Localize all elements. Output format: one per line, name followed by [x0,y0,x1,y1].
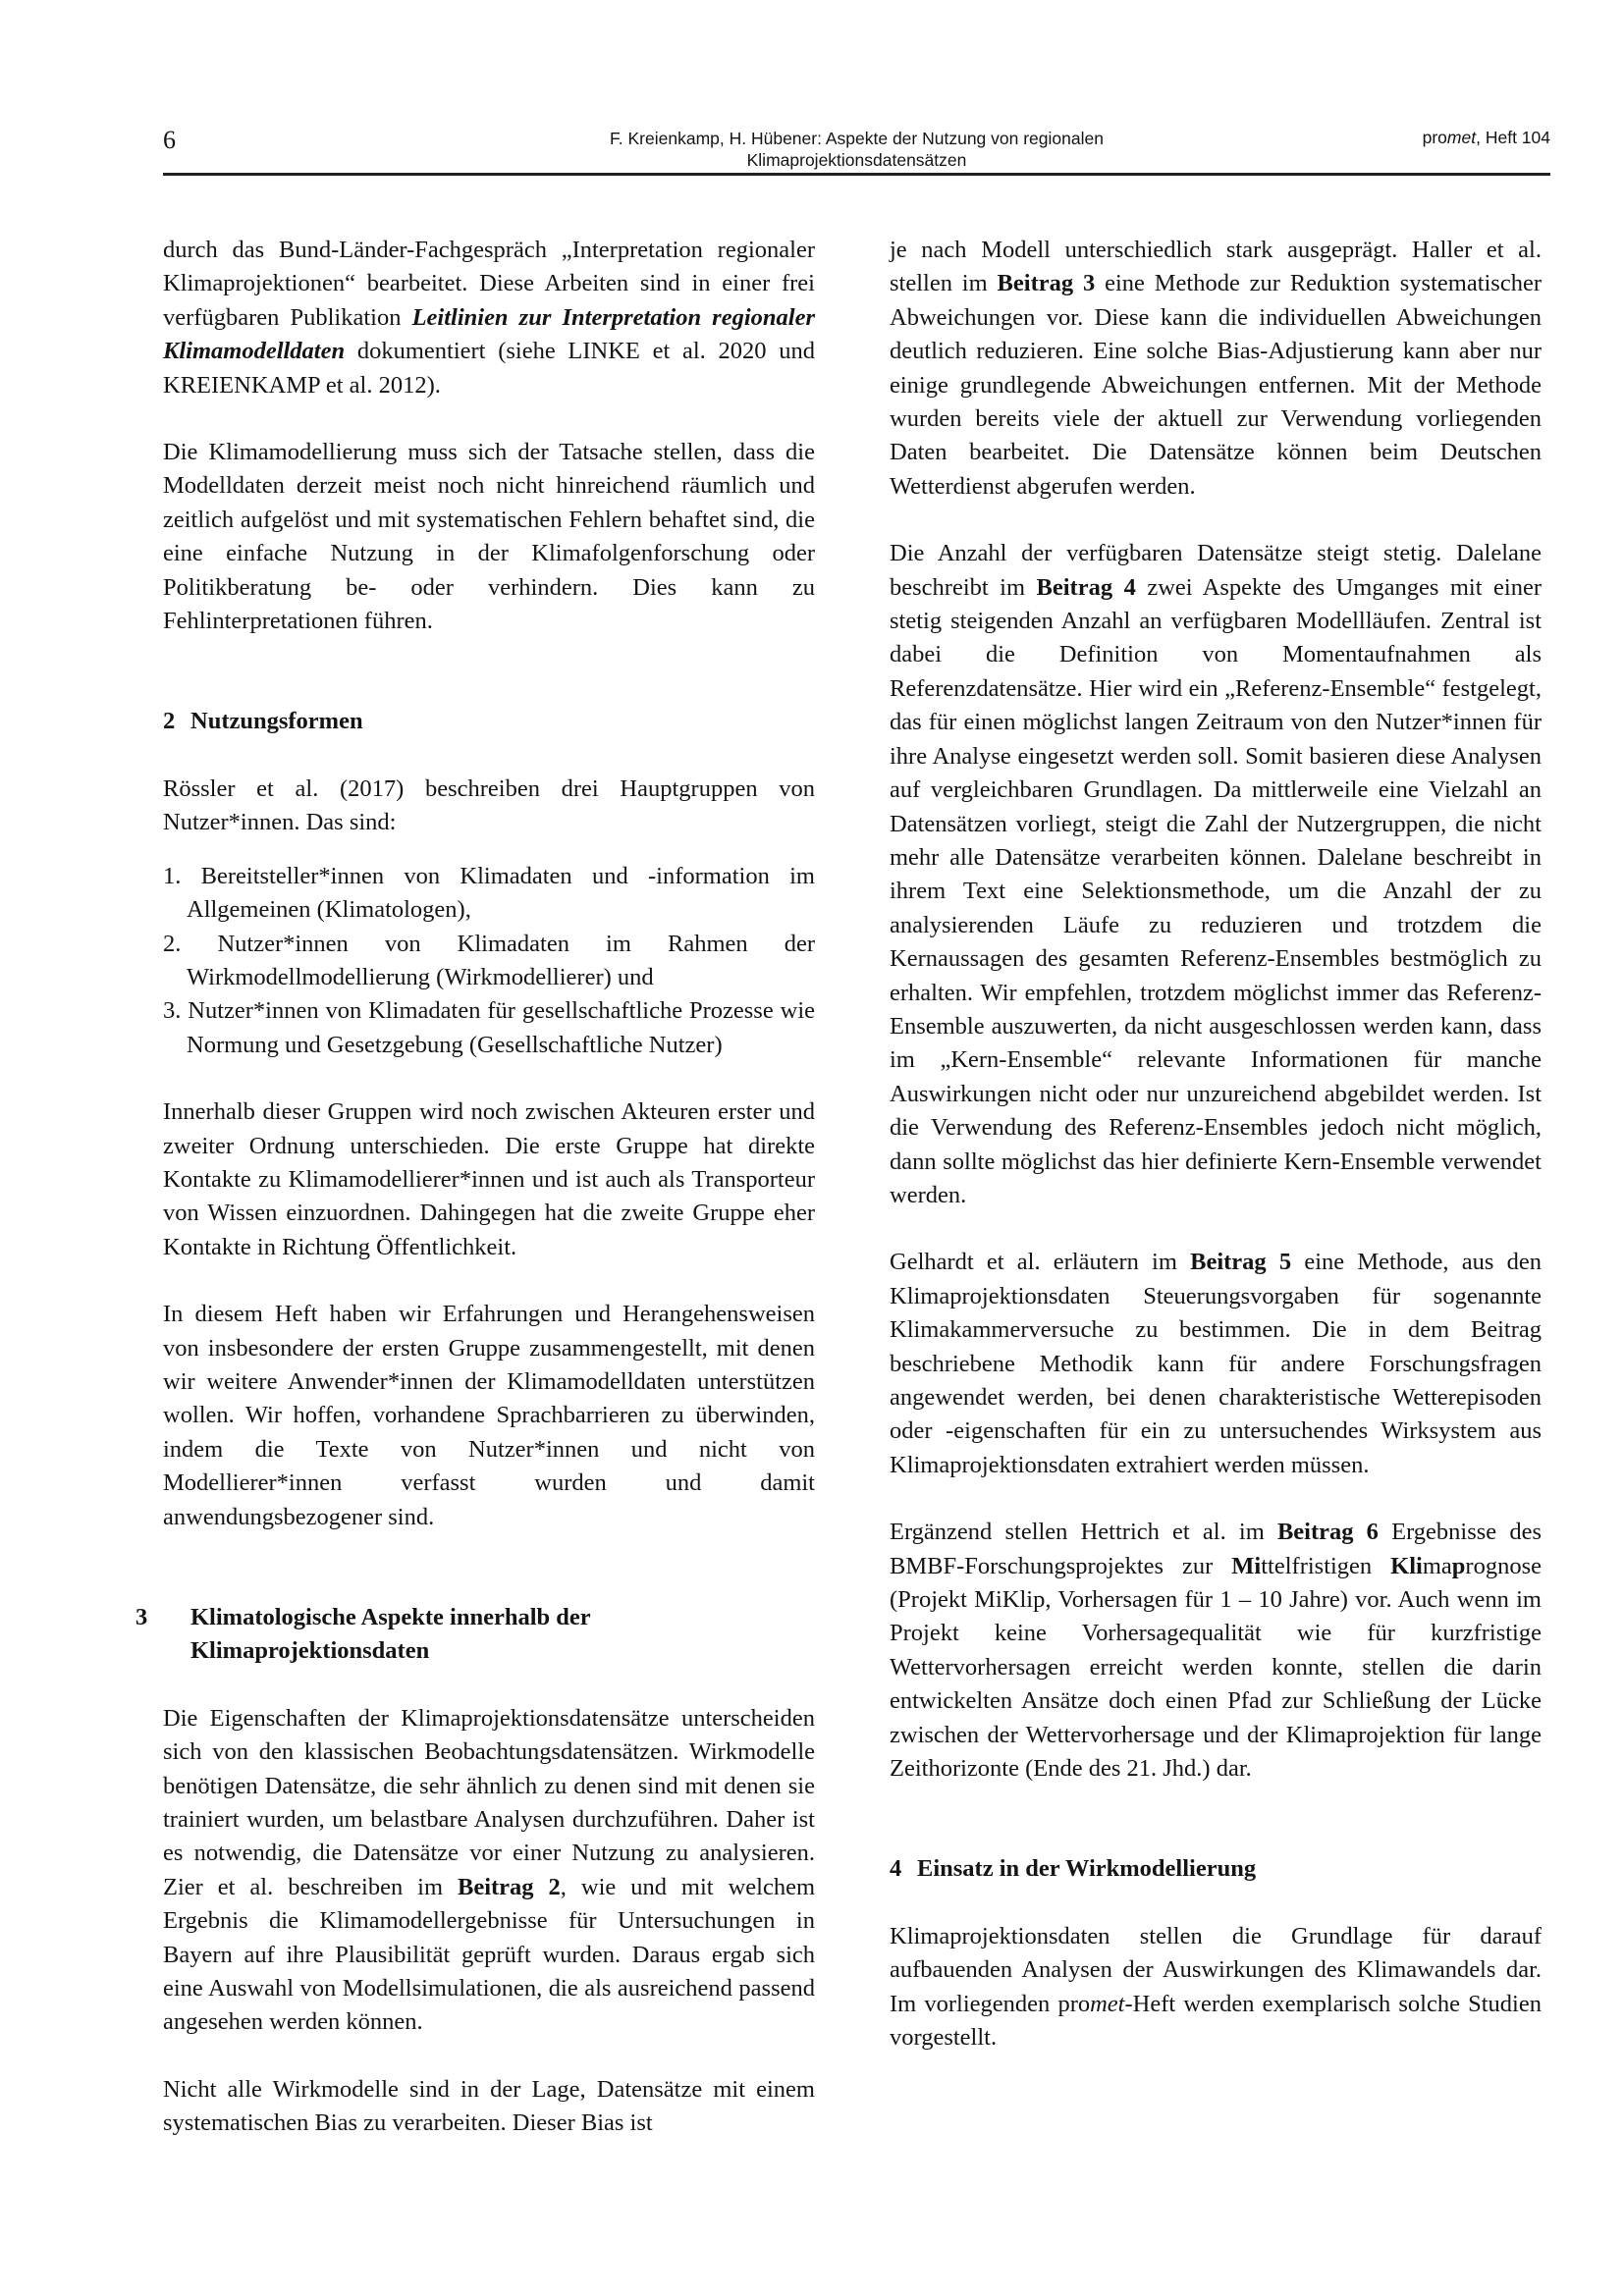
page-number: 6 [163,126,176,154]
paragraph [890,234,1542,504]
section-heading-4 [890,1852,1542,1886]
section-number: 2 [163,708,176,735]
paragraph [890,1920,1542,2056]
section-number: 3 [135,1604,148,1630]
text: Die Anzahl der verfügbaren Datensätze steigt stetig. Dalelane beschreibt im [890,540,1542,601]
list-item: 3. Nutzer*innen von Klimadaten für gesellschaftliche Prozesse wie Normung und Gesetzgebung (Gesellschaftliche Nutzer) [163,997,815,1058]
user-group-list [163,860,815,1062]
text: , wie und mit welchem Ergebnis die Klimamodellergebnisse für Untersuchungen in Bayern auf ihre Plausibilität geprüft wurden. Daraus ergab sich eine Auswahl von Modellsimulationen, die als ausreichend passend angesehen werden können. [163,1873,815,2036]
article-reference: Beitrag 4 [1036,573,1136,601]
acronym-letters: Kli [1390,1552,1423,1579]
article-reference: Beitrag 6 [1276,1519,1379,1546]
journal-issue [1423,128,1550,148]
text: Die Eigenschaften der Klimaprojektionsdatensätze unterscheiden sich von den klassischen Beobachtungsdatensätzen. Wirkmodelle benötigen Datensätze, die sehr ähnlich zu denen sind mit denen sie trainiert wurden, um belastbare Analysen durchzuführen. Daher ist es notwendig, die Datensätze vor einer Nutzung zu analysieren. Zier et al. beschreiben im [163,1704,815,1900]
paragraph [890,537,1542,1212]
list-item: 1. Bereitsteller*innen von Klimadaten und -information im Allgemeinen (Klimatologen), [163,862,815,924]
page-header [163,124,1550,176]
paragraph: Nicht alle Wirkmodelle sind in der Lage, Datensätze mit einem systematischen Bias zu verarbeiten. Dieser Bias ist [163,2075,815,2137]
acronym-letters: p [1451,1552,1466,1579]
running-title [487,128,1226,171]
section-title: Einsatz in der Wirkmodellierung [917,1855,1257,1883]
text: eine Methode zur Reduktion systematischer Abweichungen vor. Diese kann die individuellen Abweichungen deutlich reduzieren. Eine solche Bias-Adjustierung kann aber nur einige grundlegende Abweichungen entfernen. Mit der Methode wurden bereits viele der aktuell zur Verwendung vorliegenden Daten bearbeitet. Die Datensätze können beim Deutschen Wetterdienst abgerufen werden. [890,270,1542,500]
journal-name-italic: met [1090,1990,1125,2017]
paragraph: Rössler et al. (2017) beschreiben drei Hauptgruppen von Nutzer*innen. Das sind: [163,774,815,836]
text: ttelfristigen [1261,1552,1391,1579]
paragraph [890,1516,1542,1786]
article-reference: Beitrag 5 [1190,1249,1292,1276]
paragraph: Die Klimamodellierung muss sich der Tatsache stellen, dass die Modelldaten derzeit meist noch nicht hinreichend räumlich und zeitlich aufgelöst und mit systematischen Fehlern behaftet sind, die eine einfache Nutzung in der Klimafolgenforschung oder Politikberatung be- oder verhindern. Dies kann zu Fehlinterpretationen führen. [163,439,815,635]
journal-name-pre: pro [1057,1990,1091,2017]
article-reference: Beitrag 3 [997,270,1096,297]
journal-name-pre: pro [1422,128,1447,147]
text: ma [1422,1552,1452,1579]
journal-issue-number: , Heft 104 [1476,128,1550,147]
text: durch das Bund-Länder-Fachgespräch „Interpretation regionaler Klimaprojektionen“ bearbeitet. Diese Arbeiten sind in einer frei verfügbaren Publikation [163,237,815,331]
paragraph [163,1702,815,2040]
section-title: Klimatologische Aspekte innerhalb der Klimaprojektionsdaten [190,1604,591,1665]
paragraph: Innerhalb dieser Gruppen wird noch zwischen Akteuren erster und zweiter Ordnung unterschieden. Die erste Gruppe hat direkte Kontakte zu Klimamodellierer*innen und ist auch als Transporteur von Wissen einzuordnen. Dahingegen hat die zweite Gruppe eher Kontakte in Richtung Öffentlichkeit. [163,1098,815,1260]
paragraph [163,234,815,402]
section-number: 4 [890,1855,902,1883]
paragraph: In diesem Heft haben wir Erfahrungen und Herangehensweisen von insbesondere der ersten Gruppe zusammengestellt, mit denen wir weitere Anwender*innen der Klimamodelldaten unterstützen wollen. Wir hoffen, vorhandene Sprachbarrieren zu überwinden, indem die Texte von Nutzer*innen und nicht von Modellierer*innen verfasst wurden und damit anwendungsbezogener sind. [163,1301,815,1530]
text: zwei Aspekte des Umganges mit einer stetig steigenden Anzahl an verfügbaren Modellläufen. Zentral ist dabei die Definition von Momentaufnahmen als Referenzdatensätze. Hier wird ein „Referenz-Ensemble“ festgelegt, das für einen möglichst langen Zeitraum von den Nutzer*innen für ihre Analyse eingesetzt werden soll. Somit basieren diese Analysen auf vergleichbaren Grundlagen. Da mittlerweile eine Vielzahl an Datensätzen vorliegt, steigt die Zahl der Nutzergruppen, die nicht mehr alle Datensätze verarbeiten können. Dalelane beschreibt in ihrem Text eine Selektionsmethode, um die Anzahl der zu analysierenden Läufe zu reduzieren und trotzdem die Kernaussagen des gesamten Referenz-Ensembles bestmöglich zu erhalten. Wir empfehlen, trotzdem möglichst immer das Referenz-Ensemble auszuwerten, da nicht ausgeschlossen werden kann, dass im „Kern-Ensemble“ relevante Informationen für manche Auswirkungen nicht oder nur unzureichend abgebildet werden. Ist die Verwendung des Referenz-Ensembles jedoch nicht möglich, dann sollte möglichst das hier definierte Kern-Ensemble verwendet werden. [890,573,1543,1208]
journal-name-italic: met [1446,128,1477,147]
running-title-line2: Klimaprojektionsdatensätzen [746,150,967,170]
text: Ergänzend stellen Hettrich et al. im [890,1519,1277,1546]
text: je nach Modell unterschiedlich stark ausgeprägt. Haller et al. stellen im [890,237,1542,297]
text: -Heft werden exemplarisch solche Studien vorgestellt. [890,1990,1542,2052]
section-heading-3 [135,1601,815,1669]
right-column [890,234,1542,2056]
text: Gelhardt et al. erläutern im [890,1249,1191,1276]
section-heading-2 [163,705,815,738]
text: eine Methode, aus den Klimaprojektionsdaten Steuerungsvorgaben für sogenannte Klimakammerversuche zu bestimmen. Die in dem Beitrag beschriebene Methodik kann für andere Forschungsfragen angewendet werden, bei denen charakteristische Wetterepisoden oder -eigenschaften für ein zu untersuchendes Wirksystem aus Klimaprojektionsdaten extrahiert werden müssen. [890,1249,1542,1478]
running-title-line1: F. Kreienkamp, H. Hübener: Aspekte der Nutzung von regionalen [610,129,1104,148]
article-reference: Beitrag 2 [458,1873,561,1900]
left-column [135,234,815,2141]
acronym-letters: Mi [1231,1552,1262,1579]
list-item: 2. Nutzer*innen von Klimadaten im Rahmen der Wirkmodellmodellierung (Wirkmodellierer) und [163,930,815,990]
section-title: Nutzungsformen [190,708,363,735]
text: dokumentiert (siehe LINKE et al. 2020 und KREIENKAMP et al. 2012). [163,338,815,399]
paragraph [890,1246,1542,1482]
text: Ergebnisse des BMBF-Forschungsprojektes zur [890,1519,1542,1579]
text: rognose (Projekt MiKlip, Vorhersagen für 1 – 10 Jahre) vor. Auch wenn im Projekt keine Vorhersagequalität wie für kurzfristige Wettervorhersagen erreicht werden konnte, stellen die darin entwickelten Ansätze doch einen Pfad zur Schließung der Lücke zwischen der Wettervorhersage und der Klimaprojektion für lange Zeithorizonte (Ende des 21. Jhd.) dar. [890,1552,1542,1783]
emphasis-title: Leitlinien zur Interpretation regionaler Klimamodelldaten [163,303,815,365]
text: Klimaprojektionsdaten stellen die Grundlage für darauf aufbauenden Analysen der Auswirkungen des Klimawandels dar. Im vorliegenden [890,1922,1542,2017]
